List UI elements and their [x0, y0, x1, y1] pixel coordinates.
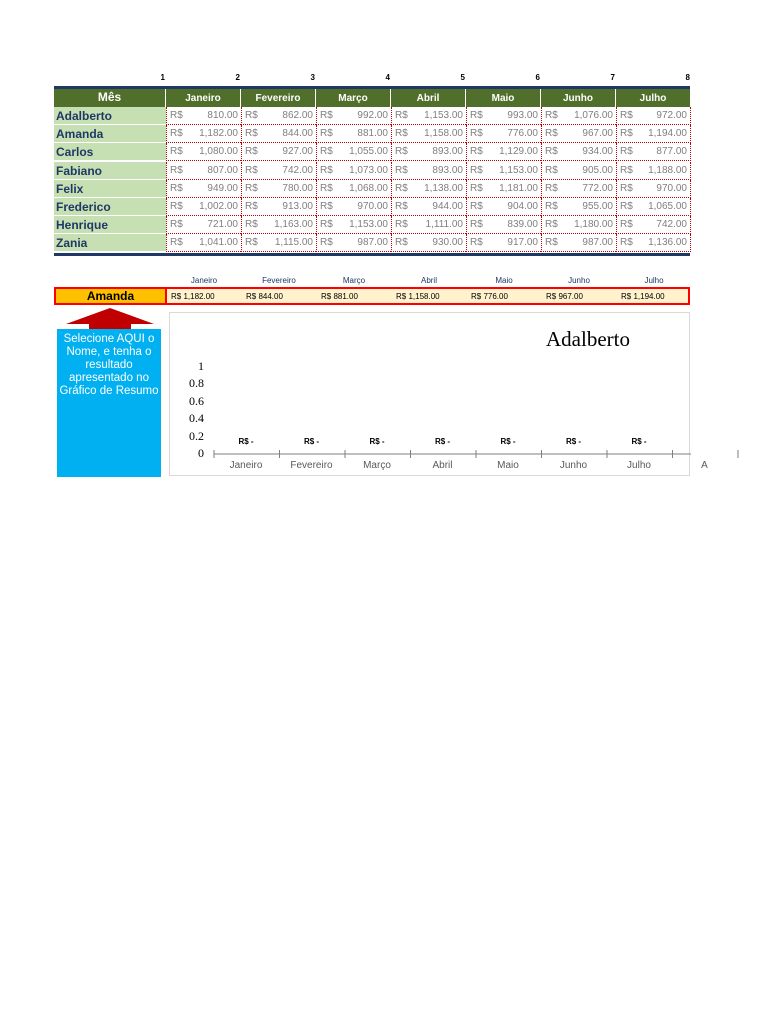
value-number: 1,041.00	[199, 237, 238, 249]
currency-symbol: R$	[170, 219, 183, 231]
value-number: 930.00	[432, 237, 463, 249]
value-number: 1,111.00	[425, 219, 463, 231]
currency-symbol: R$	[395, 146, 408, 158]
value-cell[interactable]	[391, 198, 466, 216]
value-cell[interactable]	[616, 180, 691, 198]
value-number: 1,129.00	[499, 146, 538, 158]
value-number: 905.00	[582, 164, 613, 176]
value-number: 893.00	[432, 164, 463, 176]
value-number: 1,158.00	[424, 128, 463, 140]
value-cell[interactable]	[466, 107, 541, 125]
x-tick-label: A	[701, 460, 708, 471]
header-mes: Mês	[54, 89, 166, 107]
y-tick-label: 0	[198, 446, 204, 460]
up-arrow-icon	[66, 308, 154, 324]
x-tick-label: Fevereiro	[290, 460, 333, 471]
y-tick-label: 0.6	[189, 393, 204, 408]
currency-symbol: R$	[320, 146, 333, 158]
currency-symbol: R$	[170, 164, 183, 176]
value-cell[interactable]	[166, 125, 241, 143]
currency-symbol: R$	[620, 110, 633, 121]
value-cell[interactable]	[316, 125, 391, 143]
currency-symbol: R$	[320, 237, 333, 249]
column-number: 6	[535, 73, 540, 82]
instruction-text: Selecione AQUI o Nome, e tenha o resultado apresentado no Gráfico de Resumo	[59, 333, 159, 397]
data-label: R$ -	[434, 437, 451, 446]
value-cell[interactable]	[166, 180, 241, 198]
value-cell[interactable]	[391, 125, 466, 143]
value-number: 1,068.00	[349, 182, 388, 194]
value-number: 1,153.00	[499, 164, 538, 176]
value-number: 993.00	[507, 110, 538, 121]
currency-symbol: R$	[245, 237, 258, 249]
value-number: 934.00	[582, 146, 613, 158]
currency-symbol: R$	[545, 128, 558, 140]
value-number: 972.00	[656, 110, 687, 121]
currency-symbol: R$	[320, 164, 333, 176]
currency-symbol: R$	[620, 164, 633, 176]
value-cell[interactable]	[391, 180, 466, 198]
currency-symbol: R$	[545, 110, 558, 121]
header-month: Maio	[466, 89, 541, 107]
currency-symbol: R$	[545, 182, 558, 194]
currency-symbol: R$	[545, 164, 558, 176]
currency-symbol: R$	[170, 237, 183, 249]
x-tick-label: Maio	[497, 460, 519, 471]
value-cell[interactable]	[541, 180, 616, 198]
value-number: 807.00	[207, 164, 238, 176]
value-number: 1,055.00	[349, 146, 388, 158]
value-cell[interactable]	[616, 198, 691, 216]
value-cell[interactable]	[466, 180, 541, 198]
value-cell[interactable]	[166, 162, 241, 180]
currency-symbol: R$	[170, 110, 183, 121]
currency-symbol: R$	[470, 219, 483, 231]
value-number: 1,194.00	[648, 128, 687, 140]
currency-symbol: R$	[170, 146, 183, 158]
currency-symbol: R$	[620, 146, 633, 158]
currency-symbol: R$	[320, 219, 333, 231]
summary-value: R$ 967.00	[546, 292, 583, 301]
value-cell[interactable]	[241, 143, 316, 161]
summary-value: R$ 776.00	[471, 292, 508, 301]
summary-month: Fevereiro	[262, 276, 296, 285]
summary-value: R$ 1,194.00	[621, 292, 665, 301]
summary-value: R$ 881.00	[321, 292, 358, 301]
value-number: 970.00	[357, 200, 388, 212]
table-row	[54, 234, 690, 252]
sales-table	[54, 86, 690, 253]
currency-symbol: R$	[170, 128, 183, 140]
value-cell[interactable]	[616, 216, 691, 234]
x-tick-label: Março	[363, 460, 391, 471]
row-name: Felix	[54, 180, 166, 198]
summary-chart[interactable]	[169, 312, 708, 476]
value-number: 844.00	[282, 128, 313, 140]
data-label: R$ -	[369, 437, 385, 446]
value-cell[interactable]	[316, 180, 391, 198]
value-cell[interactable]	[166, 216, 241, 234]
value-cell[interactable]	[616, 234, 691, 252]
row-name: Carlos	[54, 143, 166, 161]
summary-month: Abril	[420, 276, 437, 285]
currency-symbol: R$	[245, 128, 258, 140]
header-month: Junho	[541, 89, 616, 107]
value-number: 721.00	[207, 219, 238, 231]
value-cell[interactable]	[466, 162, 541, 180]
currency-symbol: R$	[620, 200, 633, 212]
currency-symbol: R$	[470, 182, 483, 194]
summary-value: R$ 1,158.00	[396, 292, 440, 301]
value-number: 742.00	[282, 164, 313, 176]
value-number: 881.00	[357, 128, 388, 140]
header-month: Março	[316, 89, 391, 107]
value-cell[interactable]	[466, 216, 541, 234]
currency-symbol: R$	[395, 237, 408, 249]
currency-symbol: R$	[320, 110, 333, 121]
y-tick-label: 0.4	[189, 411, 204, 426]
value-number: 1,180.00	[574, 219, 613, 231]
value-number: 1,002.00	[199, 200, 238, 212]
value-number: 917.00	[507, 237, 538, 249]
currency-symbol: R$	[545, 219, 558, 231]
row-name: Henrique	[54, 216, 166, 234]
summary-month: Julho	[644, 276, 664, 285]
value-cell[interactable]	[541, 162, 616, 180]
value-number: 839.00	[507, 219, 538, 231]
currency-symbol: R$	[320, 128, 333, 140]
value-number: 1,065.00	[648, 200, 687, 212]
value-number: 776.00	[507, 128, 538, 140]
currency-symbol: R$	[395, 110, 408, 121]
summary-row	[54, 287, 690, 305]
value-cell[interactable]	[391, 234, 466, 252]
column-number: 4	[385, 73, 390, 82]
summary-month: Maio	[495, 276, 513, 285]
value-cell[interactable]	[241, 180, 316, 198]
value-cell[interactable]	[241, 162, 316, 180]
value-cell[interactable]	[166, 234, 241, 252]
value-cell[interactable]	[316, 162, 391, 180]
currency-symbol: R$	[245, 164, 258, 176]
value-cell[interactable]	[616, 162, 691, 180]
value-number: 893.00	[432, 146, 463, 158]
table-row	[54, 143, 690, 161]
value-number: 1,188.00	[648, 164, 687, 176]
value-cell[interactable]	[316, 143, 391, 161]
value-cell[interactable]	[241, 125, 316, 143]
currency-symbol: R$	[620, 237, 633, 249]
value-number: 1,163.00	[274, 219, 313, 231]
data-label: R$ -	[238, 437, 254, 446]
value-number: 944.00	[432, 200, 463, 212]
value-number: 955.00	[582, 200, 613, 212]
column-number: 5	[460, 73, 465, 82]
value-number: 1,181.00	[499, 182, 538, 194]
currency-symbol: R$	[245, 146, 258, 158]
value-number: 877.00	[656, 146, 687, 158]
currency-symbol: R$	[245, 200, 258, 212]
x-tick-label: Julho	[627, 460, 651, 471]
value-number: 862.00	[282, 110, 313, 121]
row-name: Fabiano	[54, 162, 166, 180]
value-cell[interactable]	[466, 125, 541, 143]
data-label: R$ -	[631, 437, 647, 446]
currency-symbol: R$	[545, 237, 558, 249]
x-tick-label: Junho	[559, 460, 588, 471]
summary-month: Janeiro	[190, 276, 218, 285]
chart-svg	[170, 313, 691, 477]
summary-value: R$ 844.00	[246, 292, 283, 301]
value-number: 742.00	[656, 219, 687, 231]
currency-symbol: R$	[320, 200, 333, 212]
x-tick-label: Janeiro	[229, 460, 263, 471]
value-cell[interactable]	[391, 143, 466, 161]
value-cell[interactable]	[166, 198, 241, 216]
currency-symbol: R$	[245, 110, 258, 121]
instruction-box	[57, 329, 161, 477]
value-number: 1,115.00	[274, 237, 313, 249]
row-name: Zania	[54, 234, 166, 252]
value-number: 967.00	[582, 128, 613, 140]
summary-month: Junho	[568, 276, 590, 285]
currency-symbol: R$	[470, 237, 483, 249]
value-number: 1,153.00	[349, 219, 388, 231]
value-number: 904.00	[507, 200, 538, 212]
value-number: 987.00	[582, 237, 613, 249]
column-number: 3	[310, 73, 315, 82]
header-month: Fevereiro	[241, 89, 316, 107]
currency-symbol: R$	[620, 182, 633, 194]
row-name: Adalberto	[54, 107, 166, 125]
currency-symbol: R$	[470, 110, 483, 121]
table-bottom-border	[54, 253, 690, 256]
value-cell[interactable]	[316, 234, 391, 252]
header-month: Abril	[391, 89, 466, 107]
currency-symbol: R$	[470, 128, 483, 140]
column-number: 1	[160, 73, 165, 82]
currency-symbol: R$	[470, 164, 483, 176]
currency-symbol: R$	[395, 200, 408, 212]
value-cell[interactable]	[616, 107, 691, 125]
value-number: 992.00	[357, 110, 388, 121]
currency-symbol: R$	[395, 219, 408, 231]
value-number: 772.00	[582, 182, 613, 194]
column-numbers	[0, 73, 768, 85]
value-number: 1,073.00	[349, 164, 388, 176]
value-cell[interactable]	[166, 107, 241, 125]
value-number: 780.00	[282, 182, 313, 194]
currency-symbol: R$	[620, 219, 633, 231]
header-month: Julho	[616, 89, 691, 107]
value-cell[interactable]	[616, 125, 691, 143]
value-number: 987.00	[357, 237, 388, 249]
currency-symbol: R$	[245, 219, 258, 231]
table-row	[54, 216, 690, 234]
header-month: Janeiro	[166, 89, 241, 107]
value-number: 810.00	[207, 110, 238, 121]
value-number: 949.00	[207, 182, 238, 194]
value-number: 1,182.00	[199, 128, 238, 140]
value-cell[interactable]	[241, 234, 316, 252]
data-label: R$ -	[500, 437, 516, 446]
value-cell[interactable]	[391, 216, 466, 234]
value-number: 1,080.00	[199, 146, 238, 158]
table-row	[54, 198, 690, 216]
value-cell[interactable]	[241, 216, 316, 234]
value-cell[interactable]	[541, 234, 616, 252]
table-row	[54, 162, 690, 180]
value-number: 1,136.00	[648, 237, 687, 249]
table-row	[54, 107, 690, 125]
value-cell[interactable]	[466, 198, 541, 216]
column-number: 2	[235, 73, 240, 82]
value-cell[interactable]	[541, 125, 616, 143]
table-header	[54, 86, 690, 107]
currency-symbol: R$	[395, 128, 408, 140]
y-tick-label: 1	[198, 359, 204, 373]
y-tick-label: 0.8	[189, 376, 204, 391]
value-cell[interactable]	[241, 198, 316, 216]
currency-symbol: R$	[170, 200, 183, 212]
value-cell[interactable]	[616, 143, 691, 161]
value-number: 927.00	[282, 146, 313, 158]
row-name: Amanda	[54, 125, 166, 143]
value-cell[interactable]	[241, 107, 316, 125]
column-number: 7	[610, 73, 615, 82]
value-cell[interactable]	[391, 107, 466, 125]
currency-symbol: R$	[545, 146, 558, 158]
value-number: 970.00	[656, 182, 687, 194]
currency-symbol: R$	[245, 182, 258, 194]
value-cell[interactable]	[166, 143, 241, 161]
value-number: 1,138.00	[424, 182, 463, 194]
currency-symbol: R$	[395, 164, 408, 176]
y-tick-label: 0.2	[189, 428, 204, 443]
summary-value: R$ 1,182.00	[171, 292, 215, 301]
x-tick-label: Abril	[432, 460, 453, 471]
value-cell[interactable]	[391, 162, 466, 180]
data-label: R$ -	[565, 437, 582, 446]
currency-symbol: R$	[545, 200, 558, 212]
summary-month: Março	[342, 276, 366, 285]
value-cell[interactable]	[316, 216, 391, 234]
value-number: 913.00	[282, 200, 313, 212]
currency-symbol: R$	[320, 182, 333, 194]
name-selector[interactable]: Amanda	[56, 289, 167, 303]
table-row	[54, 125, 690, 143]
column-number: 8	[685, 73, 690, 82]
value-cell[interactable]	[541, 198, 616, 216]
currency-symbol: R$	[395, 182, 408, 194]
data-label: R$ -	[303, 437, 320, 446]
value-cell[interactable]	[316, 107, 391, 125]
currency-symbol: R$	[470, 146, 483, 158]
currency-symbol: R$	[620, 128, 633, 140]
row-name: Frederico	[54, 198, 166, 216]
currency-symbol: R$	[170, 182, 183, 194]
value-cell[interactable]	[541, 107, 616, 125]
value-number: 1,153.00	[424, 110, 463, 121]
value-cell[interactable]	[316, 198, 391, 216]
chart-title: Adalberto	[546, 327, 630, 351]
value-cell[interactable]	[541, 143, 616, 161]
value-cell[interactable]	[466, 234, 541, 252]
value-number: 1,076.00	[574, 110, 613, 121]
value-cell[interactable]	[466, 143, 541, 161]
table-row	[54, 180, 690, 198]
currency-symbol: R$	[470, 200, 483, 212]
value-cell[interactable]	[541, 216, 616, 234]
